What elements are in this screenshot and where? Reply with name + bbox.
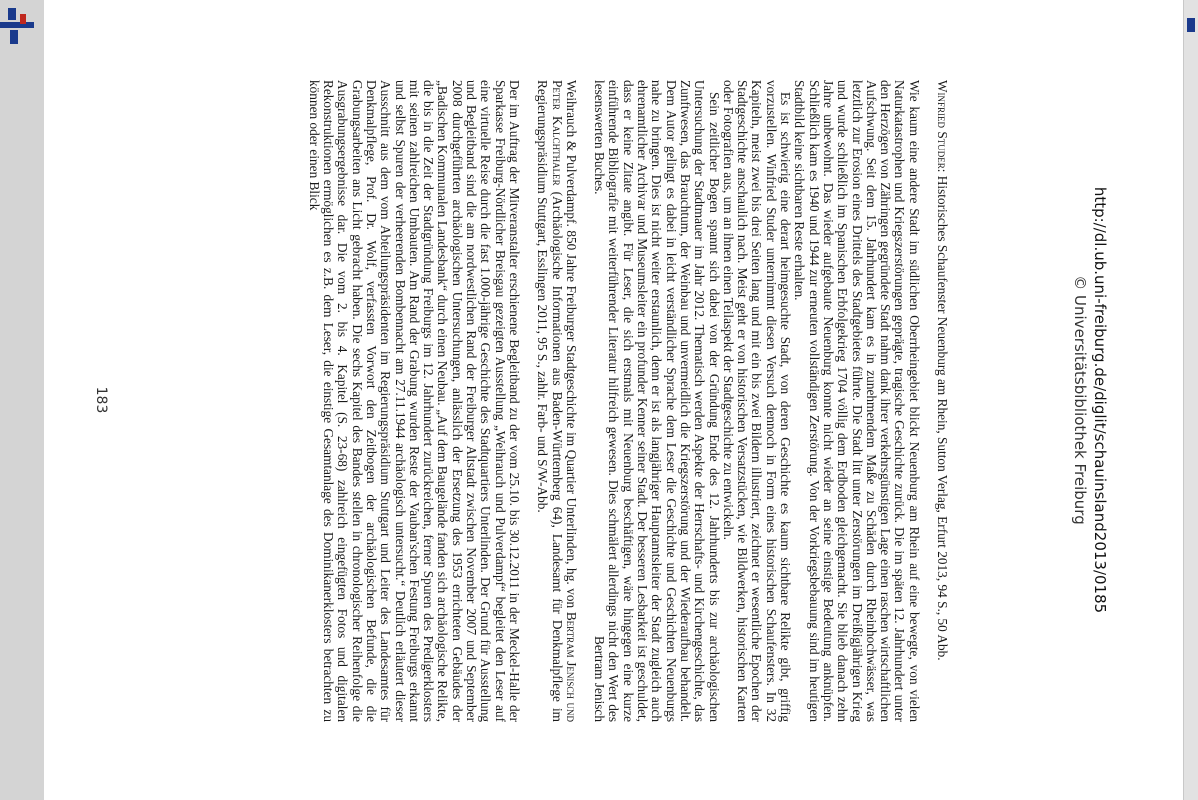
review2-citation-pre: Weihrauch & Pulverdampf. 850 Jahre Freiburger Stadtgeschichte im Quartier Unterlinden, hg. von	[563, 80, 579, 612]
review1-citation-rest: : Historisches Schaufenster Neuenburg am Rhein, Sutton Verlag, Erfurt 2013, 94 S., 50 Abb.	[935, 168, 950, 661]
review2-citation-post: (Archäologische Informationen aus Baden-Württemberg 64), Landesamt für Denkmalpflege im Regierungspräsidium Stuttgart, Esslingen 2011, 95 S., zahlr. Farb- und S/W-Abb.	[535, 80, 565, 723]
page-body	[307, 80, 949, 722]
rotated-page	[89, 0, 1109, 800]
review1-author: Winfried Studer	[935, 80, 950, 169]
library-logo-icon	[0, 8, 34, 44]
review2-citation	[535, 80, 578, 722]
review1-paragraph-3	[592, 80, 721, 722]
scroll-marker-icon	[1187, 18, 1195, 32]
library-credit: © Universitätsbibliothek Freiburg	[1071, 275, 1089, 525]
source-url: http://dl.ub.uni-freiburg.de/diglit/schauinsland2013/0185	[1091, 186, 1109, 614]
review1-signature: Bertram Jenisch	[592, 635, 608, 722]
left-viewer-bar	[0, 0, 44, 800]
review2-authors: Bertram Jenisch und Peter Kalchthaler	[549, 80, 579, 723]
review1-paragraph-1: Wie kaum eine andere Stadt im südlichen Oberrheingebiet blickt Neuenburg am Rhein auf eine bewegte, von vielen Naturkatastrophen und Kriegszerstörungen geprägte, tragische Geschichte zurück. Die im späten 12. Jahrhundert unter den Herzögen von Zähringen gegründete Stadt nahm dank ihrer verkehrsgünstigen Lage einen raschen wirtschaftlichen Aufschwung. Seit dem 15. Jahrhundert kam es in zunehmendem Maße zu Schäden durch Rheinhochwässer, was letztlich zur Erosion eines Drittels des Stadtgebietes führte. Die Stadt litt unter Zerstörungen im Dreißigjährigen Krieg und wurde schließlich im Spanischen Erbfolgekrieg 1704 völlig dem Erdboden gleichgemacht. Sie blieb danach zehn Jahre unbewohnt. Das wieder aufgebaute Neuenburg konnte nicht wieder an seine einstige Bedeutung anknüpfen. Schließlich kam es 1940 und 1944 zur erneuten vollständigen Zerstörung. Von der Vorkriegsbebauung sind im heutigen Stadtbild keine sichtbaren Reste erhalten.	[792, 80, 922, 722]
review1-paragraph-3-text: Sein zeitlicher Bogen spannt sich dabei von der Gründung Ende des 12. Jahrhunderts bis zur archäologischen Untersuchung der Stadtmauer im Jahr 2012. Thematisch werden Aspekte der Herrschafts- und Kirchengeschichte, das Zunftwesen, das Brauchtum, der Weinbau und unvermeidlich die Kriegszerstörung und der Wiederaufbau behandelt. Dem Autor gelingt es dabei in leicht verständlicher Sprache dem Leser die Geschichte und Geschichten Neuenburgs nahe zu bringen. Dies ist nicht weiter erstaunlich, denn er ist als langjähriger Hauptamtsleiter der Stadt zugleich auch ehrenamtlicher Archivar und Museumsleiter ein profunder Kenner seiner Stadt. Der besseren Lesbarkeit ist geschuldet, dass er keine Zitate angibt. Für Leser, die sich erstmals mit Neuenburg beschäftigen, wäre hingegen eine kurze einführende Bibliografie mit weiterführender Literatur hilfreich gewesen. Dies schmälert allerdings nicht den Wert des lesenswerten Buches.	[592, 80, 722, 722]
review1-citation	[935, 80, 949, 722]
review1-paragraph-2: Es ist schwierig eine derart heimgesuchte Stadt, von deren Geschichte es kaum sichtbare Relikte gibt, griffig vorzustellen. Winfried Studer unternimmt diesen Versuch dennoch in Form eines historischen Schaufensters. In 32 Kapiteln, meist zwei bis drei Seiten lang und mit ein bis zwei Bildern illustriert, zeichnet er wesentliche Epochen der Stadtgeschichte anschaulich nach. Meist geht er von historischen Versatzstücken, wie Bildwerken, historischen Karten oder Fotografien aus, um an ihnen einen Teilaspekt der Stadtgeschichte zu entwickeln.	[720, 80, 794, 722]
review2-paragraph-1: Der im Auftrag der Mitveranstalter erschienene Begleitband zu der vom 25.10. bis 30.12.2011 in der Meckel-Halle der Sparkasse Freiburg-Nördlicher Breisgau gezeigten Ausstellung „Weihrauch und Pulverdampf“ begleitet den Leser auf eine virtuelle Reise durch die fast 1.000-jährige Geschichte des Stadtquartiers Unterlinden. Der Grund für Ausstellung und Begleitband sind die am nordwestlichen Rand der Freiburger Altstadt zwischen November 2007 und September 2008 durchgeführten archäologischen Untersuchungen, anlässlich der Ersetzung des 1953 errichteten Gebäudes der „Badischen Kommunalen Landesbank“ durch einen Neubau. „Auf dem Baugelände fanden sich archäologische Relikte, die bis in die Zeit der Stadtgründung Freiburgs im 12. Jahrhundert zurückreichen, ferner Spuren des Predigerklosters mit seinen zahlreichen Umbauten. Am Rand der Grabung wurden Reste der Vauban'schen Festung Freiburgs erkannt und selbst Spuren der verheerenden Bombennacht am 27.11.1944 archäologisch untersucht.“ Deutlich erläutert dieser Ausschnitt aus dem vom Abteilungspräsidenten im Regierungspräsidium Stuttgart und Leiter des Landesamtes für Denkmalpflege, Prof. Dr. Wolf, verfassten Vorwort den Zeitbogen der archäologischen Befunde, die die Grabungsarbeiten ans Licht gebracht haben. Die sechs Kapitel des Bandes stellen in chronologischer Reihenfolge die Ausgrabungsergebnisse dar. Die vom 2. bis 4. Kapitel (S. 23-68) zahlreich eingefügten Fotos und digitalen Rekonstruktionen ermöglichen es z.B. dem Leser, die einstige Gesamtanlage des Dominikanerklosters betrachten zu können oder einen Blick	[306, 80, 522, 722]
right-viewer-bar	[1183, 0, 1198, 800]
page-number: 183	[93, 386, 109, 414]
